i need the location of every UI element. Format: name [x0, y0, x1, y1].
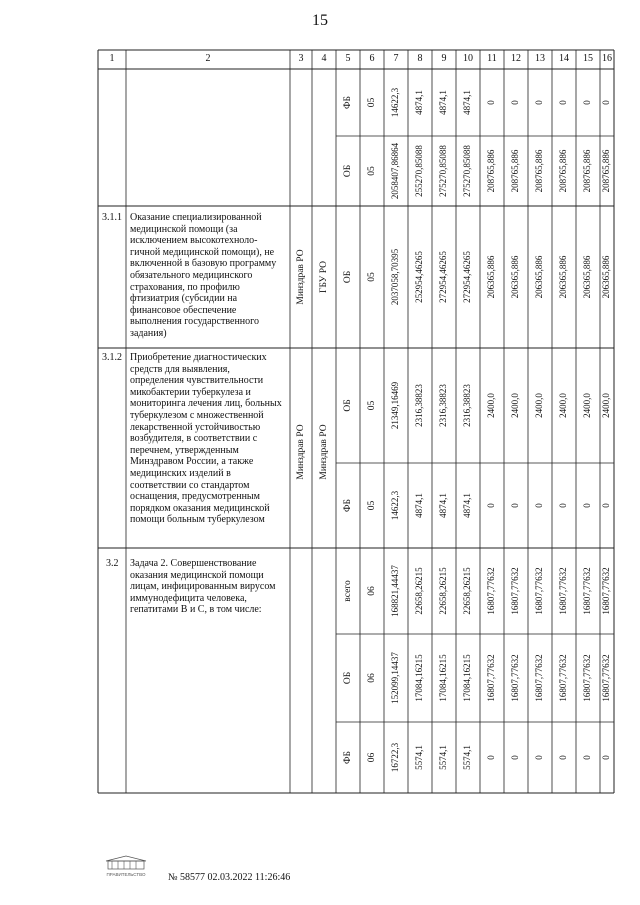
cont-cell-0-5: 4874,1 — [462, 90, 473, 115]
cont-cell-1-7: 208765,886 — [510, 149, 521, 193]
r32-cell-1-2: 152099,14437 — [390, 652, 401, 704]
r311-cell-0-11: 206365,886 — [601, 255, 612, 299]
cont-cell-0-8: 0 — [534, 100, 545, 105]
column-header-9: 9 — [441, 53, 447, 64]
r32-cell-2-5: 5574,1 — [462, 745, 473, 770]
r312-cell-0-9: 2400,0 — [558, 393, 569, 418]
r32-cell-1-11: 16807,77632 — [601, 654, 612, 702]
column-header-4: 4 — [321, 53, 327, 64]
cont-cell-1-2: 2058407,86864 — [390, 142, 401, 200]
r32-cell-0-6: 16807,77632 — [486, 567, 497, 615]
cont-cell-0-9: 0 — [558, 100, 569, 105]
r312-cell-1-10: 0 — [582, 503, 593, 508]
r311-cell-0-6: 206365,886 — [486, 255, 497, 299]
r32-cell-1-7: 16807,77632 — [510, 654, 521, 702]
cont-cell-1-4: 275270,85088 — [438, 145, 449, 197]
column-header-7: 7 — [393, 53, 399, 64]
r32-cell-0-8: 16807,77632 — [534, 567, 545, 615]
r32-cell-2-3: 5574,1 — [414, 745, 425, 770]
r32-cell-1-4: 17084,16215 — [438, 654, 449, 702]
r32-cell-0-5: 22658,26215 — [462, 567, 473, 615]
cont-cell-0-11: 0 — [601, 100, 612, 105]
cont-cell-0-7: 0 — [510, 100, 521, 105]
row-3-2-description: Задача 2. Совершенствование оказания медицинской помощи лицам, инфицированным вирусом иммунодефицита человека, гепатитами В и С, в том числе: — [130, 558, 276, 616]
cont-cell-1-6: 208765,886 — [486, 149, 497, 193]
registry-footer: № 58577 02.03.2022 11:26:46 — [168, 872, 291, 883]
cont-cell-1-1: 05 — [367, 166, 378, 176]
r32-cell-2-8: 0 — [534, 755, 545, 760]
r312-cell-1-0: ФБ — [343, 499, 354, 512]
r32-cell-2-4: 5574,1 — [438, 745, 449, 770]
column-header-14: 14 — [559, 53, 569, 64]
r32-cell-0-1: 06 — [367, 586, 378, 596]
row-3-1-2-participant: Минздрав РО — [319, 424, 330, 480]
cont-cell-1-11: 208765,886 — [601, 149, 612, 193]
r32-cell-2-9: 0 — [558, 755, 569, 760]
row-3-2-code: 3.2 — [106, 558, 119, 569]
r311-cell-0-0: ОБ — [343, 270, 354, 284]
r32-cell-2-7: 0 — [510, 755, 521, 760]
column-header-15: 15 — [583, 53, 593, 64]
r312-cell-0-6: 2400,0 — [486, 393, 497, 418]
cont-cell-1-3: 255270,85088 — [414, 145, 425, 197]
r311-cell-0-8: 206365,886 — [534, 255, 545, 299]
r32-cell-1-1: 06 — [367, 673, 378, 683]
row-3-1-2-executor: Минздрав РО — [296, 424, 307, 480]
r32-cell-2-10: 0 — [582, 755, 593, 760]
r32-cell-0-0: всего — [343, 580, 354, 602]
r312-cell-1-4: 4874,1 — [438, 493, 449, 518]
cont-cell-0-1: 05 — [367, 97, 378, 108]
r312-cell-0-1: 05 — [367, 400, 378, 411]
r312-cell-1-3: 4874,1 — [414, 493, 425, 518]
r32-cell-1-6: 16807,77632 — [486, 654, 497, 702]
r32-cell-2-2: 16722,3 — [390, 742, 401, 773]
column-header-6: 6 — [369, 53, 375, 64]
column-header-10: 10 — [463, 53, 473, 64]
r32-cell-0-11: 16807,77632 — [601, 567, 612, 615]
cont-cell-1-8: 208765,886 — [534, 149, 545, 193]
cont-cell-1-10: 208765,886 — [582, 149, 593, 193]
r311-cell-0-7: 206365,886 — [510, 255, 521, 299]
row-3-1-2-code: 3.1.2 — [102, 352, 122, 363]
cont-cell-0-4: 4874,1 — [438, 90, 449, 115]
column-header-16: 16 — [602, 53, 612, 64]
column-header-8: 8 — [417, 53, 423, 64]
row-3-1-1-executor: Минздрав РО — [296, 249, 307, 305]
column-header-11: 11 — [487, 53, 497, 64]
r32-cell-0-2: 168821,44437 — [390, 565, 401, 617]
r32-cell-0-7: 16807,77632 — [510, 567, 521, 615]
r32-cell-0-4: 22658,26215 — [438, 567, 449, 615]
r311-cell-0-5: 272954,46265 — [462, 251, 473, 303]
r311-cell-0-9: 206365,886 — [558, 255, 569, 299]
cont-cell-0-2: 14622,3 — [390, 87, 401, 118]
r311-cell-0-2: 2037058,70395 — [390, 248, 401, 306]
r32-cell-1-0: ОБ — [343, 671, 354, 685]
r312-cell-1-8: 0 — [534, 503, 545, 508]
r312-cell-0-3: 2316,38823 — [414, 384, 425, 427]
r32-cell-0-9: 16807,77632 — [558, 567, 569, 615]
row-3-1-2-description: Приобретение диагностических средств для выявления, определения чувствительности микобактерии туберкулеза и мониторинга лечения лиц, больных туберкулезом с множественной лекарственной устойчивостью возбудителя, в соответствии с перечнем, утвержденным Минздравом России, а также медицинских изделий в соответствии со стандартом оснащения, предусмотренным порядком оказания медицинской помощи больным туберкулезом — [130, 352, 282, 526]
column-header-5: 5 — [345, 53, 351, 64]
r312-cell-0-10: 2400,0 — [582, 393, 593, 418]
r311-cell-0-10: 206365,886 — [582, 255, 593, 299]
r312-cell-1-1: 05 — [367, 500, 378, 511]
cont-cell-0-10: 0 — [582, 100, 593, 105]
r32-cell-1-5: 17084,16215 — [462, 654, 473, 702]
r312-cell-1-11: 0 — [601, 503, 612, 508]
r312-cell-1-5: 4874,1 — [462, 493, 473, 518]
page-number: 15 — [312, 12, 328, 29]
r32-cell-1-8: 16807,77632 — [534, 654, 545, 702]
r312-cell-1-6: 0 — [486, 503, 497, 508]
r32-cell-1-10: 16807,77632 — [582, 654, 593, 702]
cont-cell-1-5: 275270,85088 — [462, 145, 473, 197]
r32-cell-1-3: 17084,16215 — [414, 654, 425, 702]
cont-cell-0-6: 0 — [486, 100, 497, 105]
row-3-1-1-description: Оказание специализированной медицинской помощи (за исключением высокотехноло-гичной медицинской помощи), не включенной в базовую программу обязательного медицинского страхования, по профилю фтизиатрия (субсидии на финансовое обеспечение выполнения государственного задания) — [130, 212, 277, 339]
r312-cell-1-7: 0 — [510, 503, 521, 508]
row-3-1-1-code: 3.1.1 — [102, 212, 122, 223]
r311-cell-0-3: 252954,46265 — [414, 251, 425, 303]
r32-cell-2-11: 0 — [601, 755, 612, 760]
row-3-1-1-participant: ГБУ РО — [319, 261, 330, 293]
government-stamp — [88, 855, 166, 879]
column-header-1: 1 — [109, 53, 115, 64]
r312-cell-0-8: 2400,0 — [534, 393, 545, 418]
r312-cell-0-2: 21349,16469 — [390, 381, 401, 430]
column-header-2: 2 — [205, 53, 211, 64]
r311-cell-0-4: 272954,46265 — [438, 251, 449, 303]
r32-cell-2-6: 0 — [486, 755, 497, 760]
r32-cell-2-0: ФБ — [343, 751, 354, 764]
r312-cell-1-9: 0 — [558, 503, 569, 508]
cont-cell-0-0: ФБ — [343, 96, 354, 109]
column-header-13: 13 — [535, 53, 545, 64]
r311-cell-0-1: 05 — [367, 272, 378, 282]
cont-cell-0-3: 4874,1 — [414, 90, 425, 115]
column-header-12: 12 — [511, 53, 521, 64]
r32-cell-1-9: 16807,77632 — [558, 654, 569, 702]
r32-cell-0-3: 22658,26215 — [414, 567, 425, 615]
r312-cell-0-5: 2316,38823 — [462, 384, 473, 427]
r32-cell-0-10: 16807,77632 — [582, 567, 593, 615]
column-header-3: 3 — [298, 53, 304, 64]
cont-cell-1-0: ОБ — [343, 164, 354, 178]
r312-cell-0-4: 2316,38823 — [438, 384, 449, 427]
r312-cell-0-7: 2400,0 — [510, 393, 521, 418]
cont-cell-1-9: 208765,886 — [558, 149, 569, 193]
r312-cell-0-11: 2400,0 — [601, 393, 612, 418]
r312-cell-1-2: 14622,3 — [390, 490, 401, 521]
stamp-text: ПРАВИТЕЛЬСТВО — [106, 872, 146, 877]
r32-cell-2-1: 06 — [367, 752, 378, 763]
r312-cell-0-0: ОБ — [343, 399, 354, 412]
